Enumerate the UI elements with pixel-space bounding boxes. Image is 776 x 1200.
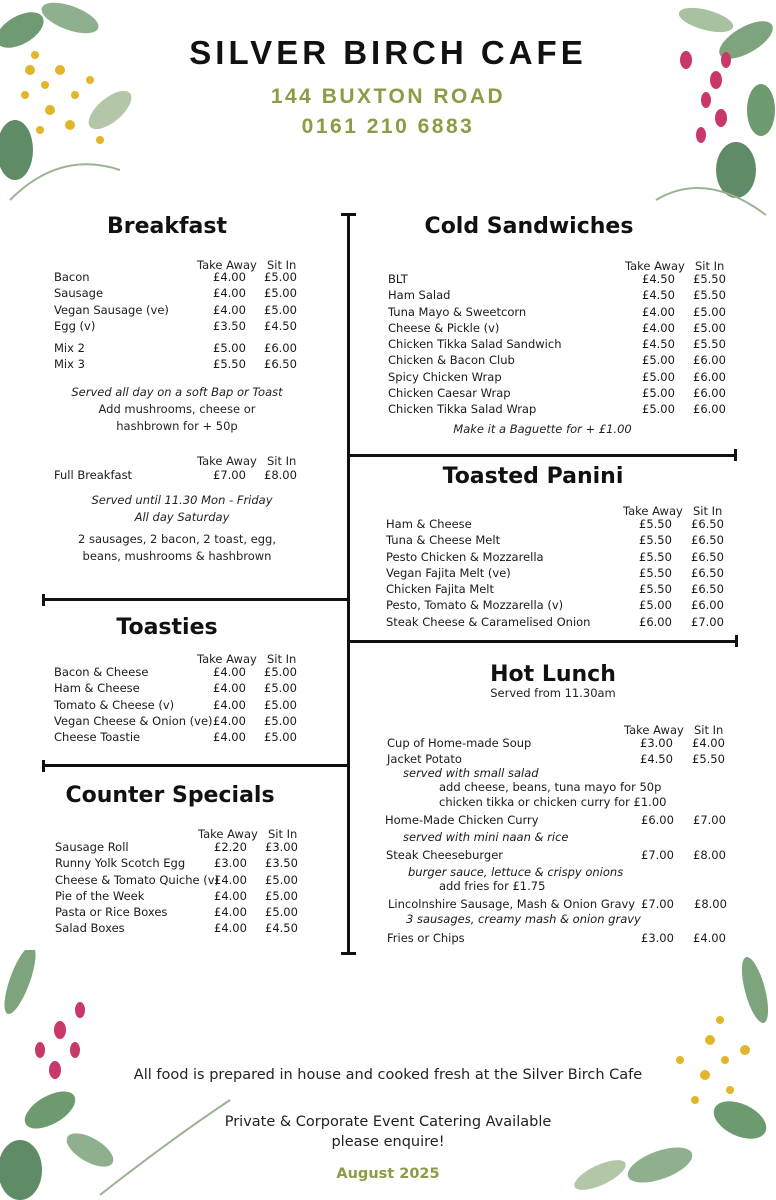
cold-sandwiches-title: Cold Sandwiches bbox=[424, 214, 634, 239]
sit-in-price: £5.50 bbox=[693, 288, 726, 303]
sit-in-price: £5.50 bbox=[692, 752, 725, 766]
take-away-price: £4.50 bbox=[642, 272, 675, 286]
take-away-price: £4.00 bbox=[214, 888, 247, 903]
take-away-price: £3.00 bbox=[214, 856, 247, 871]
item-name: Ham Salad bbox=[388, 288, 451, 303]
tick bbox=[42, 594, 45, 606]
list-item bbox=[388, 320, 733, 336]
item-name: Egg (v) bbox=[54, 318, 96, 333]
sit-in-price: £5.50 bbox=[693, 337, 726, 352]
sit-in-price: £5.00 bbox=[265, 888, 298, 903]
divider-panini-hot bbox=[349, 640, 738, 643]
sit-in-price: £5.00 bbox=[264, 681, 297, 696]
item-name: Runny Yolk Scotch Egg bbox=[55, 856, 186, 871]
take-away-price: £5.50 bbox=[639, 565, 672, 580]
take-away-price: £4.00 bbox=[213, 713, 246, 728]
item-name: Tomato & Cheese (v) bbox=[54, 697, 175, 712]
list-item bbox=[54, 269, 304, 285]
item-name: Full Breakfast bbox=[54, 468, 133, 482]
item-name: Chicken & Bacon Club bbox=[388, 353, 515, 368]
sit-in-price: £6.00 bbox=[693, 386, 726, 401]
take-away-price: £7.00 bbox=[641, 897, 674, 911]
sit-in-price: £6.00 bbox=[693, 369, 726, 384]
sit-in-price: £5.00 bbox=[264, 713, 297, 728]
sit-in-price: £3.50 bbox=[265, 856, 298, 871]
list-item bbox=[386, 614, 731, 630]
take-away-price: £6.00 bbox=[641, 813, 674, 827]
list-item bbox=[55, 888, 305, 904]
item-name: Mix 2 bbox=[54, 341, 85, 356]
take-away-price: £4.00 bbox=[214, 872, 247, 887]
sit-in-price: £6.50 bbox=[691, 582, 724, 597]
take-away-price: £3.00 bbox=[641, 931, 674, 945]
item-name: Jacket Potato bbox=[387, 752, 462, 766]
sit-in-price: £5.00 bbox=[265, 905, 298, 920]
sit-in-price: £4.00 bbox=[693, 931, 726, 945]
list-item bbox=[54, 285, 304, 301]
item-name: Cheese & Pickle (v) bbox=[388, 320, 500, 335]
take-away-price: £3.00 bbox=[640, 736, 673, 750]
sit-in-price: £5.00 bbox=[264, 665, 297, 679]
take-away-price: £5.50 bbox=[639, 549, 672, 564]
take-away-price: £5.00 bbox=[639, 598, 672, 613]
tick bbox=[42, 760, 45, 772]
take-away-price: £4.00 bbox=[213, 286, 246, 301]
sit-in-price: £5.00 bbox=[264, 270, 297, 284]
hot-item-cheeseburger bbox=[386, 847, 731, 863]
sit-in-price: £7.00 bbox=[693, 813, 726, 827]
hot-item-lincolnshire-sausage bbox=[388, 896, 733, 912]
tick bbox=[735, 635, 738, 647]
baguette-note: Make it a Baguette for + £1.00 bbox=[453, 422, 632, 436]
counter-specials-list bbox=[55, 839, 305, 937]
list-item bbox=[54, 713, 304, 729]
take-away-price: £5.50 bbox=[639, 517, 672, 531]
full-breakfast-row bbox=[54, 467, 304, 483]
take-away-header: Take Away bbox=[623, 504, 683, 518]
list-item bbox=[55, 904, 305, 920]
list-item bbox=[388, 401, 733, 417]
list-item bbox=[55, 839, 305, 855]
sit-in-price: £5.00 bbox=[264, 302, 297, 317]
item-name: Ham & Cheese bbox=[54, 681, 140, 696]
list-item bbox=[388, 352, 733, 368]
sit-in-price: £8.00 bbox=[693, 848, 726, 862]
breakfast-title: Breakfast bbox=[106, 214, 228, 239]
item-name: Chicken Tikka Salad Sandwich bbox=[388, 337, 562, 352]
list-item bbox=[386, 516, 731, 532]
take-away-price: £4.00 bbox=[213, 665, 246, 679]
curry-note: served with mini naan & rice bbox=[403, 830, 569, 844]
sit-in-price: £6.00 bbox=[693, 402, 726, 417]
item-name: Pesto, Tomato & Mozzarella (v) bbox=[386, 598, 564, 613]
sit-in-price: £5.00 bbox=[693, 320, 726, 335]
item-name: Ham & Cheese bbox=[386, 517, 472, 531]
take-away-header: Take Away bbox=[197, 258, 257, 272]
full-breakfast-contents: 2 sausages, 2 bacon, 2 toast, egg, bbox=[78, 532, 276, 546]
list-item bbox=[388, 271, 733, 287]
cheeseburger-addon: add fries for £1.75 bbox=[439, 879, 546, 893]
hot-item-soup bbox=[387, 735, 732, 751]
center-divider-cap-top bbox=[341, 213, 356, 216]
list-item bbox=[54, 302, 304, 318]
sit-in-price: £5.00 bbox=[264, 697, 297, 712]
full-breakfast-saturday: All day Saturday bbox=[134, 510, 230, 524]
tick bbox=[734, 449, 737, 461]
list-item bbox=[54, 356, 304, 372]
item-name: Cup of Home-made Soup bbox=[387, 736, 532, 750]
take-away-price: £4.00 bbox=[642, 304, 675, 319]
sit-in-price: £6.00 bbox=[691, 598, 724, 613]
item-name: Bacon bbox=[54, 270, 90, 284]
list-item bbox=[54, 680, 304, 696]
full-breakfast-hours: Served until 11.30 Mon - Friday bbox=[91, 493, 273, 507]
take-away-price: £4.50 bbox=[642, 337, 675, 352]
list-item bbox=[55, 855, 305, 871]
sit-in-price: £5.00 bbox=[265, 872, 298, 887]
divider-breakfast-toasties bbox=[42, 598, 348, 601]
cheeseburger-note: burger sauce, lettuce & crispy onions bbox=[408, 865, 624, 879]
take-away-price: £4.50 bbox=[642, 288, 675, 303]
take-away-header: Take Away bbox=[197, 454, 257, 468]
hot-item-curry bbox=[385, 812, 730, 828]
item-name: Lincolnshire Sausage, Mash & Onion Gravy bbox=[388, 897, 636, 911]
full-breakfast-contents-2: beans, mushrooms & hashbrown bbox=[82, 549, 272, 563]
sit-in-price: £6.50 bbox=[691, 533, 724, 548]
sit-in-price: £4.50 bbox=[264, 318, 297, 333]
take-away-price: £4.00 bbox=[214, 905, 247, 920]
take-away-price: £2.20 bbox=[214, 840, 247, 854]
sit-in-header: Sit In bbox=[268, 827, 298, 841]
list-item bbox=[388, 287, 733, 303]
take-away-price: £5.00 bbox=[642, 386, 675, 401]
list-item bbox=[55, 872, 305, 888]
fresh-food-statement: All food is prepared in house and cooked fresh at the Silver Birch Cafe bbox=[133, 1067, 643, 1083]
list-item bbox=[386, 549, 731, 565]
sit-in-price: £6.00 bbox=[264, 341, 297, 356]
hot-lunch-title: Hot Lunch bbox=[490, 662, 616, 687]
list-item bbox=[388, 304, 733, 320]
item-name: Sausage bbox=[54, 286, 104, 301]
item-name: Vegan Sausage (ve) bbox=[54, 302, 169, 317]
catering-statement: Private & Corporate Event Catering Available bbox=[224, 1114, 552, 1130]
item-name: Steak Cheeseburger bbox=[386, 848, 503, 862]
take-away-price: £6.00 bbox=[639, 614, 672, 629]
divider-toasties-counter bbox=[42, 764, 348, 767]
list-item bbox=[55, 920, 305, 936]
list-item bbox=[386, 565, 731, 581]
take-away-header: Take Away bbox=[624, 723, 684, 737]
take-away-price: £5.50 bbox=[639, 582, 672, 597]
sit-in-price: £6.00 bbox=[693, 353, 726, 368]
sit-in-header: Sit In bbox=[267, 652, 297, 666]
take-away-header: Take Away bbox=[625, 259, 685, 273]
cold-sandwiches-list bbox=[388, 271, 733, 418]
item-name: Chicken Caesar Wrap bbox=[388, 386, 511, 401]
sit-in-price: £7.00 bbox=[691, 614, 724, 629]
item-name: Salad Boxes bbox=[55, 921, 125, 936]
jacket-potato-note: served with small salad bbox=[403, 766, 539, 780]
item-name: Vegan Cheese & Onion (ve) bbox=[54, 713, 213, 728]
center-divider bbox=[347, 214, 350, 954]
take-away-price: £5.50 bbox=[213, 357, 246, 372]
sit-in-price: £8.00 bbox=[264, 468, 297, 482]
sit-in-price: £5.00 bbox=[693, 304, 726, 319]
phone-number[interactable]: 0161 210 6883 bbox=[301, 115, 475, 138]
item-name: Home-Made Chicken Curry bbox=[385, 813, 539, 827]
take-away-price: £4.00 bbox=[213, 697, 246, 712]
item-name: Pie of the Week bbox=[55, 888, 145, 903]
sit-in-header: Sit In bbox=[695, 259, 725, 273]
sit-in-header: Sit In bbox=[694, 723, 724, 737]
sit-in-price: £6.50 bbox=[264, 357, 297, 372]
sit-in-price: £4.00 bbox=[692, 736, 725, 750]
item-name: Tuna & Cheese Melt bbox=[386, 533, 501, 548]
item-name: Bacon & Cheese bbox=[54, 665, 149, 679]
list-item bbox=[54, 729, 304, 745]
enquire-statement: please enquire! bbox=[331, 1134, 445, 1150]
sit-in-header: Sit In bbox=[267, 454, 297, 468]
list-item bbox=[386, 532, 731, 548]
list-item bbox=[54, 340, 304, 356]
take-away-price: £5.00 bbox=[213, 341, 246, 356]
toasties-list bbox=[54, 664, 304, 745]
item-name: Fries or Chips bbox=[387, 931, 465, 945]
sit-in-price: £6.50 bbox=[691, 517, 724, 531]
divider-cold-panini bbox=[349, 454, 737, 457]
item-name: Steak Cheese & Caramelised Onion bbox=[386, 614, 591, 629]
jacket-potato-addons-2: chicken tikka or chicken curry for £1.00 bbox=[439, 795, 667, 809]
take-away-price: £4.00 bbox=[213, 730, 246, 745]
address: 144 BUXTON ROAD bbox=[270, 85, 506, 108]
breakfast-list bbox=[54, 269, 304, 373]
list-item bbox=[386, 581, 731, 597]
take-away-header: Take Away bbox=[197, 652, 257, 666]
take-away-price: £5.00 bbox=[642, 369, 675, 384]
item-name: Spicy Chicken Wrap bbox=[388, 369, 502, 384]
take-away-price: £4.00 bbox=[213, 270, 246, 284]
sit-in-price: £5.00 bbox=[264, 730, 297, 745]
item-name: Pesto Chicken & Mozzarella bbox=[386, 549, 544, 564]
sit-in-price: £5.50 bbox=[693, 272, 726, 286]
item-name: Chicken Tikka Salad Wrap bbox=[388, 402, 537, 417]
toasted-panini-title: Toasted Panini bbox=[442, 464, 624, 489]
lincolnshire-sausage-note: 3 sausages, creamy mash & onion gravy bbox=[406, 912, 641, 926]
breakfast-addons-price: hashbrown for + 50p bbox=[116, 419, 238, 433]
jacket-potato-addons: add cheese, beans, tuna mayo for 50p bbox=[439, 780, 662, 794]
item-name: Pasta or Rice Boxes bbox=[55, 905, 168, 920]
take-away-price: £4.00 bbox=[213, 681, 246, 696]
toasties-title: Toasties bbox=[116, 615, 218, 640]
item-name: Tuna Mayo & Sweetcorn bbox=[388, 304, 527, 319]
take-away-price: £5.00 bbox=[642, 402, 675, 417]
take-away-price: £5.00 bbox=[642, 353, 675, 368]
breakfast-addons: Add mushrooms, cheese or bbox=[98, 402, 256, 416]
menu-date: August 2025 bbox=[336, 1166, 440, 1182]
cafe-name: SILVER BIRCH CAFE bbox=[189, 34, 587, 71]
sit-in-price: £5.00 bbox=[264, 286, 297, 301]
sit-in-price: £6.50 bbox=[691, 549, 724, 564]
take-away-price: £7.00 bbox=[213, 468, 246, 482]
counter-specials-title: Counter Specials bbox=[65, 783, 275, 808]
take-away-price: £4.00 bbox=[642, 320, 675, 335]
item-name: Sausage Roll bbox=[55, 840, 129, 854]
sit-in-price: £6.50 bbox=[691, 565, 724, 580]
list-item bbox=[386, 597, 731, 613]
list-item bbox=[54, 664, 304, 680]
item-name: Chicken Fajita Melt bbox=[386, 582, 495, 597]
sit-in-price: £8.00 bbox=[694, 897, 727, 911]
toasted-panini-list bbox=[386, 516, 731, 630]
sit-in-header: Sit In bbox=[693, 504, 723, 518]
list-item bbox=[388, 336, 733, 352]
list-item bbox=[388, 385, 733, 401]
hot-item-fries bbox=[387, 930, 732, 946]
sit-in-header: Sit In bbox=[267, 258, 297, 272]
take-away-price: £5.50 bbox=[639, 533, 672, 548]
take-away-price: £3.50 bbox=[213, 318, 246, 333]
sit-in-price: £4.50 bbox=[265, 921, 298, 936]
item-name: Mix 3 bbox=[54, 357, 85, 372]
item-name: Vegan Fajita Melt (ve) bbox=[386, 565, 511, 580]
list-item bbox=[54, 697, 304, 713]
take-away-price: £7.00 bbox=[641, 848, 674, 862]
sit-in-price: £3.00 bbox=[265, 840, 298, 854]
item-name: Cheese & Tomato Quiche (v) bbox=[55, 872, 220, 887]
item-name: BLT bbox=[388, 272, 408, 286]
breakfast-note: Served all day on a soft Bap or Toast bbox=[71, 385, 283, 399]
take-away-price: £4.00 bbox=[213, 302, 246, 317]
center-divider-cap-bottom bbox=[341, 952, 356, 955]
list-item bbox=[54, 318, 304, 334]
hot-lunch-subtitle: Served from 11.30am bbox=[490, 686, 616, 700]
take-away-price: £4.50 bbox=[640, 752, 673, 766]
item-name: Cheese Toastie bbox=[54, 730, 141, 745]
take-away-price: £4.00 bbox=[214, 921, 247, 936]
take-away-header: Take Away bbox=[198, 827, 258, 841]
list-item bbox=[388, 369, 733, 385]
